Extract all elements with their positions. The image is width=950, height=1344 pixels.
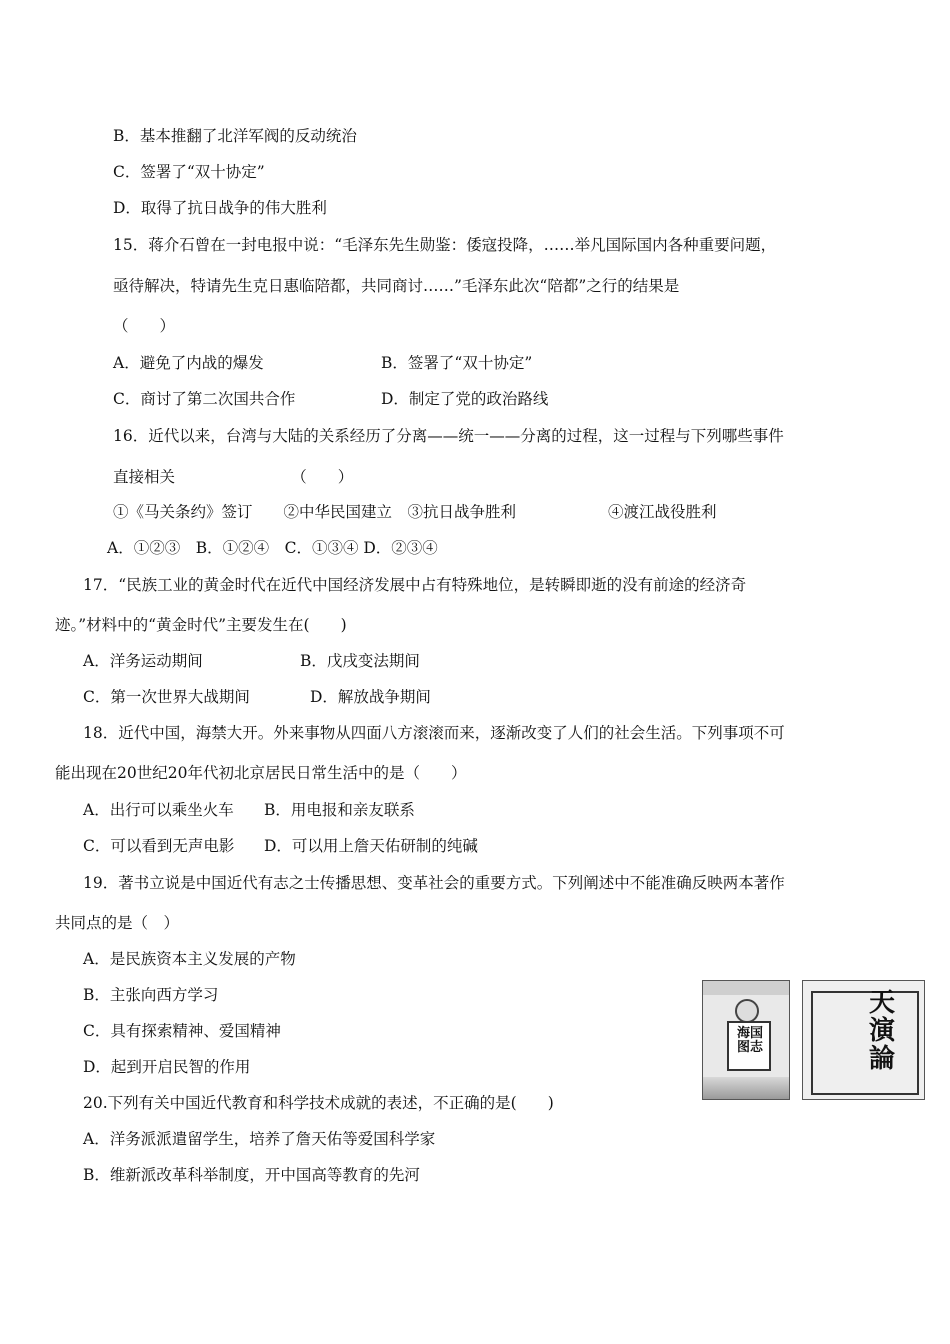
q18-option-d: D．可以用上詹天佑研制的纯碱	[264, 837, 478, 855]
q15-answer-blank: （ ）	[113, 317, 176, 335]
q17-option-a: A．洋务运动期间	[83, 652, 203, 670]
q17-option-b: B．戊戌变法期间	[300, 652, 420, 670]
q16-stem-line1: 16．近代以来，台湾与大陆的关系经历了分离——统一——分离的过程，这一过程与下列哪些事件	[113, 427, 784, 445]
q19-stem-line1: 19．著书立说是中国近代有志之士传播思想、变革社会的重要方式。下列阐述中不能准确反映两本著作	[83, 874, 785, 892]
q17-stem-line1: 17．“民族工业的黄金时代在近代中国经济发展中占有特殊地位，是转瞬即逝的没有前途的经济奇	[83, 576, 747, 594]
q18-option-b: B．用电报和亲友联系	[264, 801, 415, 819]
q15-option-c: C．商讨了第二次国共合作	[113, 390, 296, 408]
q18-stem-line2: 能出现在20世纪20年代初北京居民日常生活中的是（ ）	[55, 764, 467, 782]
q19-option-c: C．具有探索精神、爱国精神	[83, 1022, 281, 1040]
q15-option-a: A．避免了内战的爆发	[113, 354, 264, 372]
q16-items: ①《马关条约》签订 ②中华民国建立 ③抗日战争胜利	[113, 503, 517, 521]
q17-stem-line2: 迹。”材料中的“黄金时代”主要发生在( )	[55, 616, 347, 634]
q19-option-a: A．是民族资本主义发展的产物	[83, 950, 296, 968]
q14-option-b: B．基本推翻了北洋军阀的反动统治	[113, 127, 357, 145]
q19-stem-line2: 共同点的是（ ）	[55, 914, 180, 932]
q14-option-c: C．签署了“双十协定”	[113, 163, 265, 181]
q14-option-d: D．取得了抗日战争的伟大胜利	[113, 199, 327, 217]
q20-option-a: A．洋务派派遣留学生，培养了詹天佑等爱国科学家	[83, 1130, 436, 1148]
q15-option-b: B．签署了“双十协定”	[381, 354, 533, 372]
q16-options: A．①②③ B．①②④ C．①③④ D．②③④	[107, 539, 438, 557]
q18-stem-line1: 18．近代中国，海禁大开。外来事物从四面八方滚滚而来，逐渐改变了人们的社会生活。下列事项不可	[83, 724, 785, 742]
q17-option-c: C．第一次世界大战期间	[83, 688, 250, 706]
q19-option-b: B．主张向西方学习	[83, 986, 219, 1004]
q15-stem-line2: 亟待解决，特请先生克日惠临陪都，共同商讨……”毛泽东此次“陪都”之行的结果是	[113, 277, 680, 295]
q18-option-c: C．可以看到无声电影	[83, 837, 235, 855]
q20-stem: 20.下列有关中国近代教育和科学技术成就的表述，不正确的是( )	[83, 1094, 554, 1112]
q18-option-a: A．出行可以乘坐火车	[83, 801, 234, 819]
q16-stem-line2: 直接相关 （ ）	[113, 468, 354, 486]
q17-option-d: D．解放战争期间	[310, 688, 431, 706]
tianyanlun-cover-image	[802, 980, 925, 1100]
book2-title: 天演論	[869, 988, 896, 1074]
q20-option-b: B．维新派改革科举制度，开中国高等教育的先河	[83, 1166, 420, 1184]
q15-stem-line1: 15．蒋介石曾在一封电报中说：“毛泽东先生勋鉴：倭寇投降，……举凡国际国内各种重要问题，	[113, 236, 777, 254]
q16-item-4: ④渡江战役胜利	[608, 503, 717, 521]
q19-option-d: D．起到开启民智的作用	[83, 1058, 251, 1076]
haiguotuzhi-cover-image	[702, 980, 790, 1100]
emblem-icon	[735, 999, 759, 1023]
q15-option-d: D．制定了党的政治路线	[381, 390, 549, 408]
book1-title: 海国图志	[736, 1026, 763, 1055]
